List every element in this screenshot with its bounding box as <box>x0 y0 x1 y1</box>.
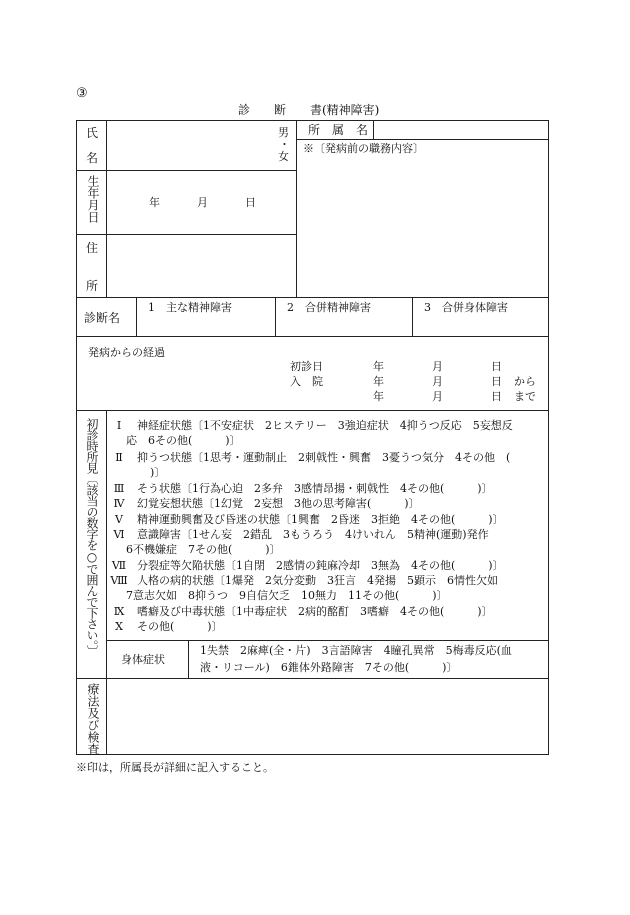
pre-illness-duty-field[interactable] <box>298 157 547 295</box>
course-label: 発病からの経過 <box>88 346 165 359</box>
diagnosis-main[interactable]: 1 主な精神障害 <box>148 301 232 314</box>
finding-line[interactable]: 応 6その他( )〕 <box>126 434 241 447</box>
course-suffix-from: から <box>514 375 536 388</box>
finding-numeral: Ⅰ <box>116 419 122 432</box>
findings-side-label: 初診時所見〔該当の数字を○で囲んで下さい。〕 <box>85 418 99 656</box>
course-month: 月 <box>432 360 443 373</box>
finding-line[interactable]: そう状態〔1行為心迫 2多弁 3感情昂揚・刺戟性 4その他( )〕 <box>137 482 493 495</box>
birth-day-unit: 日 <box>245 196 256 209</box>
footnote: ※印は，所属長が詳細に記入すること。 <box>76 761 274 774</box>
page-title: 診 断 書(精神障害) <box>238 103 380 117</box>
finding-line[interactable]: 6不機嫌症 7その他( )〕 <box>126 543 281 556</box>
physical-symptoms-line[interactable]: 液・リコール) 6錐体外路障害 7その他( )〕 <box>200 661 458 674</box>
birth-year-unit: 年 <box>149 196 160 209</box>
therapy-label: 療法及び検査 <box>86 683 100 755</box>
diagnosis-comorbid-physical[interactable]: 3 合併身体障害 <box>424 301 508 314</box>
course-day: 日 <box>491 360 502 373</box>
pre-illness-duty-label: ※〔発病前の職務内容〕 <box>303 142 424 155</box>
affiliation-field[interactable] <box>375 122 547 138</box>
course-row-label: 入 院 <box>290 375 323 388</box>
name-label-1: 氏 <box>86 126 99 140</box>
birth-month-unit: 月 <box>197 196 208 209</box>
course-day: 日 <box>491 375 502 388</box>
course-row-label: 初診日 <box>290 360 323 373</box>
finding-numeral: Ⅸ <box>113 605 125 618</box>
finding-line[interactable]: 精神運動興奮及び昏迷の状態〔1興奮 2昏迷 3拒絶 4その他( )〕 <box>137 513 504 526</box>
finding-numeral: Ⅵ <box>113 528 125 541</box>
finding-numeral: Ⅲ <box>113 482 125 495</box>
course-month: 月 <box>432 390 443 403</box>
finding-numeral: Ⅳ <box>113 497 125 510</box>
course-day: 日 <box>491 390 502 403</box>
finding-numeral: Ⅷ <box>110 574 128 587</box>
address-label-1: 住 <box>86 241 99 255</box>
finding-line[interactable]: 7意志欠如 8抑うつ 9自信欠乏 10無力 11その他( )〕 <box>126 589 448 602</box>
finding-line[interactable]: 幻覚妄想状態〔1幻覚 2妄想 3他の思考障害( )〕 <box>137 497 420 510</box>
finding-numeral: Ⅶ <box>111 559 127 572</box>
diagnosis-label: 診断名 <box>84 311 121 325</box>
sex-male[interactable]: 男 <box>278 126 289 139</box>
physical-symptoms-label: 身体症状 <box>121 653 165 666</box>
affiliation-label: 所 属 名 <box>308 123 369 137</box>
doc-number: ③ <box>76 86 88 101</box>
finding-line[interactable]: 人格の病的状態〔1爆発 2気分変動 3狂言 4発揚 5顕示 6情性欠如 <box>137 574 498 587</box>
address-field[interactable] <box>108 236 294 295</box>
finding-line[interactable]: 分裂症等欠陥状態〔1自閉 2感情の鈍麻冷却 3無為 4その他( )〕 <box>137 559 504 572</box>
finding-line[interactable]: 意識障害〔1せん妄 2錯乱 3もうろう 4けいれん 5精神(運動)発作 <box>137 528 489 541</box>
course-year: 年 <box>373 360 384 373</box>
finding-line[interactable]: 抑うつ状態〔1思考・運動制止 2刺戟性・興奮 3憂うつ気分 4その他 ( <box>137 451 511 464</box>
therapy-field[interactable] <box>108 680 547 753</box>
physical-symptoms-line[interactable]: 1失禁 2麻痺(全・片) 3言語障害 4瞳孔異常 5梅毒反応(血 <box>200 644 512 657</box>
sex-female[interactable]: 女 <box>278 150 289 163</box>
birth-label: 生年月日 <box>86 175 100 223</box>
birth-date-field[interactable] <box>108 172 294 232</box>
course-year: 年 <box>373 375 384 388</box>
address-label-2: 所 <box>86 279 99 293</box>
name-label-2: 名 <box>86 151 99 165</box>
name-field[interactable] <box>108 122 276 168</box>
finding-line[interactable]: 神経症状態〔1不安症状 2ヒステリー 3強迫症状 4抑うつ反応 5妄想反 <box>137 419 513 432</box>
course-month: 月 <box>432 375 443 388</box>
finding-numeral: Ⅴ <box>115 513 123 526</box>
finding-numeral: Ⅱ <box>115 451 123 464</box>
course-year: 年 <box>373 390 384 403</box>
finding-line[interactable]: その他( )〕 <box>137 620 223 633</box>
finding-numeral: Ⅹ <box>115 620 123 633</box>
course-suffix-until: まで <box>514 390 536 403</box>
finding-line[interactable]: 嗜癖及び中毒状態〔1中毒症状 2病的酩酊 3嗜癖 4その他( )〕 <box>137 605 493 618</box>
diagnosis-comorbid-mental[interactable]: 2 合併精神障害 <box>287 301 371 314</box>
sex-dot: ・ <box>279 138 290 151</box>
finding-line[interactable]: )〕 <box>150 466 166 479</box>
